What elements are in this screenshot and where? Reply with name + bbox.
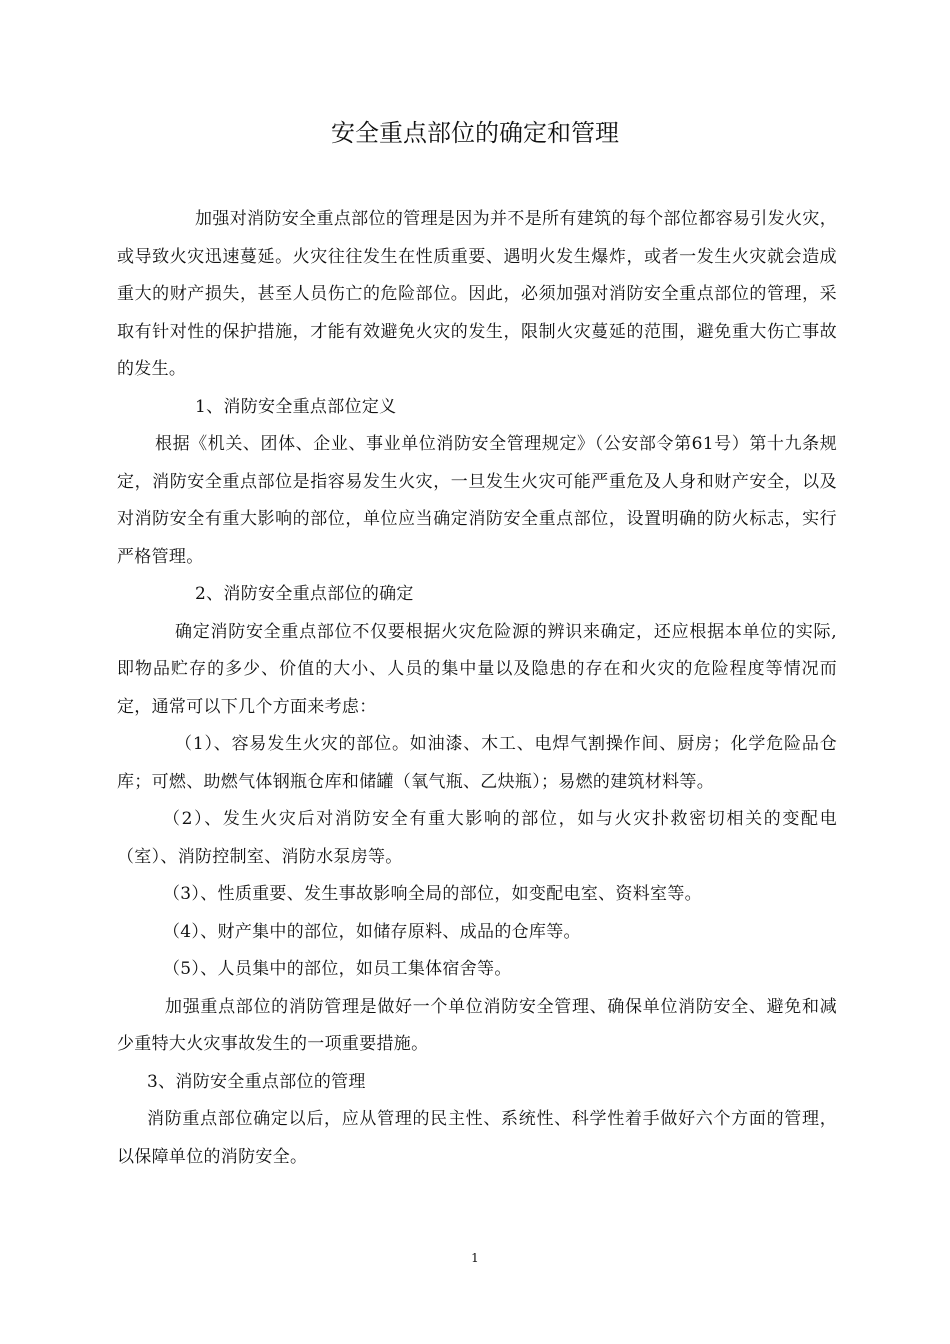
section-heading-determination: 2、消防安全重点部位的确定 [195, 584, 414, 604]
section-heading-definition: 1、消防安全重点部位定义 [195, 396, 397, 417]
determination-paragraph: 确定消防安全重点部位不仅要根据火灾危险源的辨识来确定，还应根据本单位的实际,即物品贮存的多少、价值的大小、人员的集中量以及隐患的存在和火灾的危险程度等情况而定，通常可以下几个方面来考虑： [117, 621, 837, 717]
page-title: 安全重点部位的确定和管理 [331, 119, 619, 147]
list-item: （5）、人员集中的部位，如员工集体宿舍等。 [163, 959, 512, 979]
list-item: （2）、发生火灾后对消防安全有重大影响的部位，如与火灾扑救密切相关的变配电（室）、消防控制室、消防水泵房等。 [117, 809, 837, 867]
document-body [117, 201, 837, 1176]
section-heading-management: 3、消防安全重点部位的管理 [147, 1071, 366, 1092]
list-item: （4）、财产集中的部位，如储存原料、成品的仓库等。 [163, 921, 581, 942]
page-number: 1 [471, 1251, 479, 1265]
list-item: （3）、性质重要、发生事故影响全局的部位，如变配电室、资料室等。 [163, 884, 702, 904]
summary-paragraph: 加强重点部位的消防管理是做好一个单位消防安全管理、确保单位消防安全、避免和减少重特大火灾事故发生的一项重要措施。 [117, 996, 837, 1054]
list-item: （1）、容易发生火灾的部位。如油漆、木工、电焊气割操作间、厨房；化学危险品仓库；可燃、助燃气体钢瓶仓库和储罐（氧气瓶、乙炔瓶）；易燃的建筑材料等。 [117, 734, 837, 792]
management-paragraph: 消防重点部位确定以后，应从管理的民主性、系统性、科学性着手做好六个方面的管理，以保障单位的消防安全。 [117, 1109, 837, 1167]
definition-paragraph: 根据《机关、团体、企业、事业单位消防安全管理规定》（公安部令第61号）第十九条规定，消防安全重点部位是指容易发生火灾，一旦发生火灾可能严重危及人身和财产安全，以及对消防安全有重大影响的部位，单位应当确定消防安全重点部位，设置明确的防火标志，实行严格管理。 [117, 434, 837, 567]
intro-paragraph: 加强对消防安全重点部位的管理是因为并不是所有建筑的每个部位都容易引发火灾，或导致火灾迅速蔓延。火灾往往发生在性质重要、遇明火发生爆炸，或者一发生火灾就会造成重大的财产损失，甚至人员伤亡的危险部位。因此，必须加强对消防安全重点部位的管理，采取有针对性的保护措施，才能有效避免火灾的发生，限制火灾蔓延的范围，避免重大伤亡事故的发生。 [117, 209, 837, 379]
